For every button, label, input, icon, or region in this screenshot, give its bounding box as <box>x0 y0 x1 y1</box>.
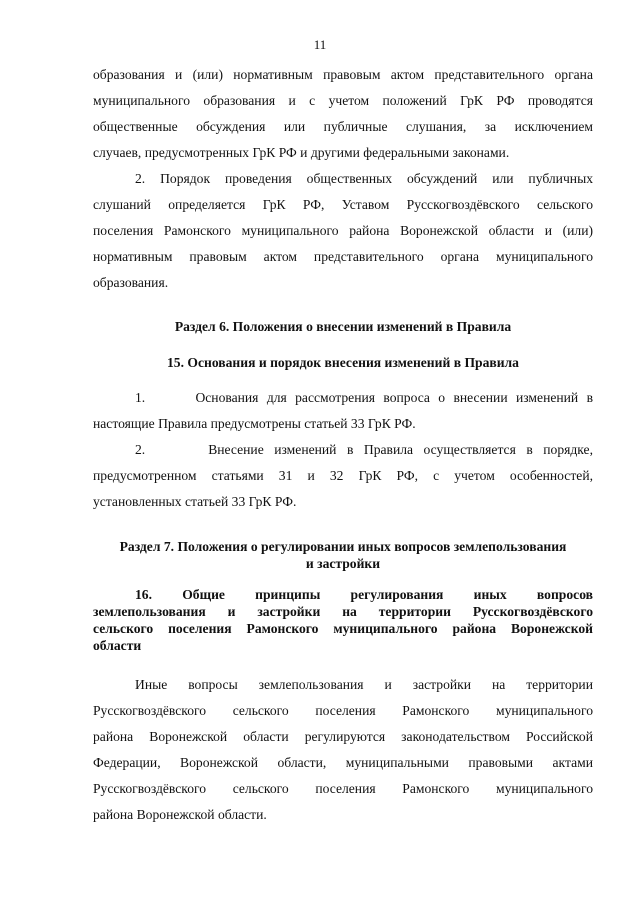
text-line: муниципального образования и с учетом положений ГрК РФ проводятся <box>93 93 593 108</box>
heading-line: сельского поселения Рамонского муниципального района Воронежской <box>93 621 593 636</box>
text-line: 2. Внесение изменений в Правила осуществляется в порядке, <box>135 442 593 457</box>
heading-line: и застройки <box>305 556 381 571</box>
text-line: общественные обсуждения или публичные слушания, за исключением <box>93 119 593 134</box>
text-line: Русскогвоздёвского сельского поселения Рамонского муниципального <box>93 781 593 796</box>
heading-line: землепользования и застройки на территории Русскогвоздёвского <box>93 604 593 619</box>
page-number: 11 <box>313 37 327 52</box>
text-line: Федерации, Воронежской области, муниципальными правовыми актами <box>93 755 593 770</box>
text-line: нормативным правовым актом представительного органа муниципального <box>93 249 593 264</box>
text-line: поселения Рамонского муниципального района Воронежской области и (или) <box>93 223 593 238</box>
heading-line: 16. Общие принципы регулирования иных вопросов <box>135 587 593 602</box>
paragraph-2 <box>93 166 593 296</box>
paragraph-continuation <box>93 62 593 166</box>
heading-line: области <box>93 638 142 653</box>
article-16-title <box>93 586 593 654</box>
paragraph-final <box>93 672 593 828</box>
text-line: случаев, предусмотренных ГрК РФ и другими федеральными законами. <box>93 145 510 160</box>
text-line: образования. <box>93 275 169 290</box>
text-line: Русскогвоздёвского сельского поселения Рамонского муниципального <box>93 703 593 718</box>
list-item-1 <box>93 385 593 437</box>
text-line: настоящие Правила предусмотрены статьей 33 ГрК РФ. <box>93 416 416 431</box>
article-15-title: 15. Основания и порядок внесения изменений в Правила <box>167 355 519 370</box>
text-line: установленных статьей 33 ГрК РФ. <box>93 494 297 509</box>
text-line: Иные вопросы землепользования и застройки на территории <box>135 677 593 692</box>
text-line: района Воронежской области регулируются законодательством Российской <box>93 729 593 744</box>
text-line: образования и (или) нормативным правовым актом представительного органа <box>93 67 593 82</box>
text-line: слушаний определяется ГрК РФ, Уставом Русскогвоздёвского сельского <box>93 197 593 212</box>
section-6-title: Раздел 6. Положения о внесении изменений в Правила <box>174 319 512 334</box>
heading-line: Раздел 7. Положения о регулировании иных вопросов землепользования <box>119 539 567 554</box>
text-line: 2. Порядок проведения общественных обсуждений или публичных <box>135 171 593 186</box>
text-line: предусмотренном статьями 31 и 32 ГрК РФ, с учетом особенностей, <box>93 468 593 483</box>
section-7-title <box>93 538 593 572</box>
list-item-2 <box>93 437 593 515</box>
text-line: района Воронежской области. <box>93 807 267 822</box>
text-line: 1. Основания для рассмотрения вопроса о внесении изменений в <box>135 390 593 405</box>
